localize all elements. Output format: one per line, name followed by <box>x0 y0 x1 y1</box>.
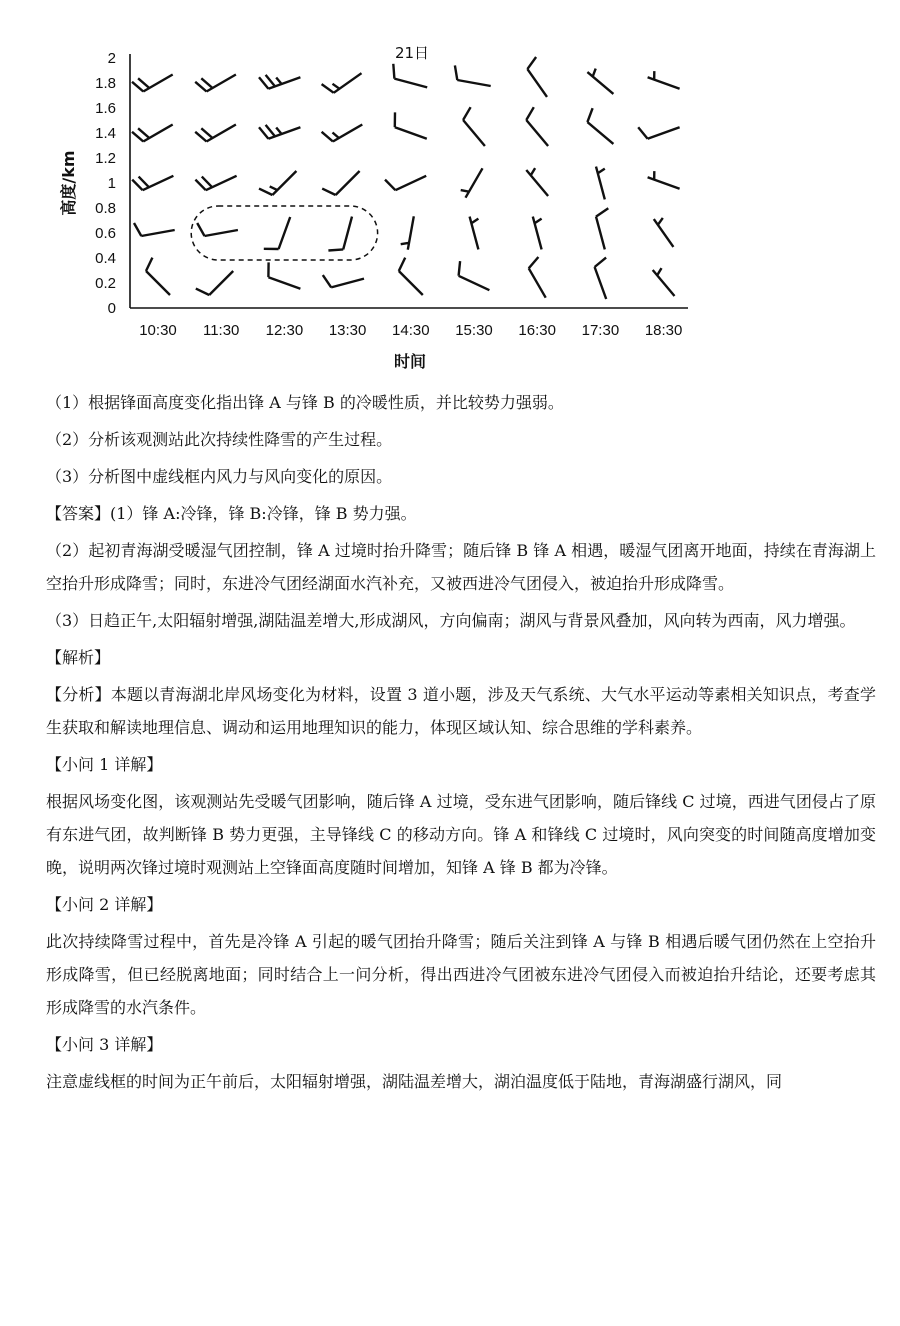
document-body <box>46 386 876 1102</box>
wind-barb <box>455 65 491 86</box>
wind-barb <box>595 258 607 299</box>
wind-barb <box>195 176 236 190</box>
wind-barb <box>134 223 175 236</box>
wind-barb <box>463 107 485 146</box>
wind-barb <box>587 69 613 94</box>
wind-barb <box>259 75 300 89</box>
analysis-summary: 【分析】本题以青海湖北岸风场变化为材料，设置 3 道小题，涉及天气系统、大气水平运动等素相关知识点，考查学生获取和解读地理信息、调动和运用地理知识的能力，体现区域认知、综合思维的学科素养。 <box>46 685 876 737</box>
wind-barb <box>328 217 352 251</box>
wind-barb <box>323 275 364 287</box>
wind-barb <box>268 262 300 288</box>
chart-title: 21日 <box>394 44 430 62</box>
wind-barb <box>399 258 423 295</box>
wind-barb <box>461 168 483 197</box>
wind-barb <box>526 168 548 196</box>
wind-barb <box>459 261 490 290</box>
x-axis-title: 时间 <box>393 352 427 371</box>
y-tick-label: 1 <box>107 175 116 192</box>
question-3: （3）分析图中虚线框内风力与风向变化的原因。 <box>46 467 393 486</box>
question-2: （2）分析该观测站此次持续性降雪的产生过程。 <box>46 430 393 449</box>
wind-barb <box>393 64 427 88</box>
y-axis-title: 高度/km <box>59 150 78 216</box>
wind-barb <box>264 217 290 249</box>
wind-barb <box>259 171 296 195</box>
wind-barb <box>587 108 613 144</box>
q3-detail-heading: 【小问 3 详解】 <box>46 1035 163 1054</box>
y-tick-label: 1.4 <box>95 125 116 142</box>
x-tick-label: 18:30 <box>644 322 683 339</box>
x-tick-label: 16:30 <box>518 322 556 339</box>
x-tick-label: 15:30 <box>455 322 493 339</box>
x-tick-label: 13:30 <box>328 322 367 339</box>
wind-barb <box>638 127 679 139</box>
y-tick-label: 0.6 <box>95 225 116 242</box>
x-tick-label: 12:30 <box>265 322 304 339</box>
answer-2: （2）起初青海湖受暖湿气团控制，锋 A 过境时抬升降雪；随后锋 B 锋 A 相遇，暖湿气团离开地面，持续在青海湖上空抬升形成降雪；同时，东进冷气团经湖面水汽补充，又被西进冷气团侵入，被迫抬升形成降雪。 <box>46 541 876 593</box>
wind-barb <box>470 217 479 250</box>
y-tick-label: 0.2 <box>95 275 116 292</box>
question-1: （1）根据锋面高度变化指出锋 A 与锋 B 的冷暖性质，并比较势力强弱。 <box>46 393 564 412</box>
wind-barb <box>132 176 173 190</box>
q2-detail-text: 此次持续降雪过程中，首先是冷锋 A 引起的暖气团抬升降雪；随后关注到锋 A 与锋 B 相遇后暖气团仍然在上空抬升形成降雪，但已经脱离地面；同时结合上一问分析，得出西进冷气团被东进冷气团侵入而被迫抬升结论，还要考虑其形成降雪的水汽条件。 <box>46 932 876 1017</box>
wind-barb <box>195 125 236 142</box>
wind-barb-chart <box>0 0 900 380</box>
wind-barb <box>526 107 548 146</box>
q3-detail-text: 注意虚线框的时间为正午前后，太阳辐射增强，湖陆温差增大，湖泊温度低于陆地，青海湖盛行湖风，同 <box>46 1072 783 1091</box>
y-tick-label: 1.6 <box>95 100 116 117</box>
wind-barb <box>648 71 680 89</box>
wind-barb <box>132 75 173 92</box>
wind-barb <box>654 218 674 247</box>
q1-detail-heading: 【小问 1 详解】 <box>46 755 163 774</box>
wind-barb <box>259 125 300 139</box>
wind-barb <box>648 171 680 189</box>
wind-barb <box>529 257 546 298</box>
y-tick-label: 2 <box>107 50 116 67</box>
wind-barb <box>395 112 427 138</box>
y-tick-label: 1.2 <box>95 150 116 167</box>
wind-barb <box>533 217 542 250</box>
answer-1: 【答案】(1）锋 A:冷锋，锋 B:冷锋，锋 B 势力强。 <box>46 504 417 523</box>
x-tick-label: 17:30 <box>581 322 620 339</box>
wind-barb-figure <box>0 0 900 380</box>
x-tick-label: 14:30 <box>392 322 430 339</box>
wind-barb <box>322 73 362 93</box>
y-tick-label: 0 <box>107 300 116 317</box>
answer-3: （3）日趋正午,太阳辐射增强,湖陆温差增大,形成湖风，方向偏南；湖风与背景风叠加，风向转为西南，风力增强。 <box>46 611 856 630</box>
wind-barb <box>196 271 233 295</box>
x-tick-label: 11:30 <box>202 322 240 339</box>
wind-barb <box>385 176 426 190</box>
x-tick-label: 10:30 <box>139 322 177 339</box>
wind-barb <box>195 75 236 92</box>
y-tick-label: 1.8 <box>95 75 116 92</box>
wind-barb <box>653 268 675 296</box>
wind-barb <box>322 171 359 195</box>
wind-barb <box>596 208 608 249</box>
y-tick-label: 0.8 <box>95 200 116 217</box>
wind-barb <box>527 57 547 97</box>
wind-barb <box>197 223 238 236</box>
analysis-label: 【解析】 <box>46 648 111 667</box>
wind-barb <box>401 216 414 249</box>
wind-barb <box>322 125 363 142</box>
wind-barb <box>146 258 170 295</box>
q2-detail-heading: 【小问 2 详解】 <box>46 895 163 914</box>
wind-barb <box>596 167 605 200</box>
q1-detail-text: 根据风场变化图，该观测站先受暖气团影响，随后锋 A 过境，受东进气团影响，随后锋线 C 过境，西进气团侵占了原有东进气团，故判断锋 B 势力更强，主导锋线 C 的移动方向。锋 A 和锋线 C 过境时，风向突变的时间随高度增加变晚，说明两次锋过境时观测站上空锋面高度随时间增加，知锋 A 锋 B 都为冷锋。 <box>46 792 876 877</box>
y-tick-label: 0.4 <box>95 250 116 267</box>
wind-barb <box>132 125 173 142</box>
